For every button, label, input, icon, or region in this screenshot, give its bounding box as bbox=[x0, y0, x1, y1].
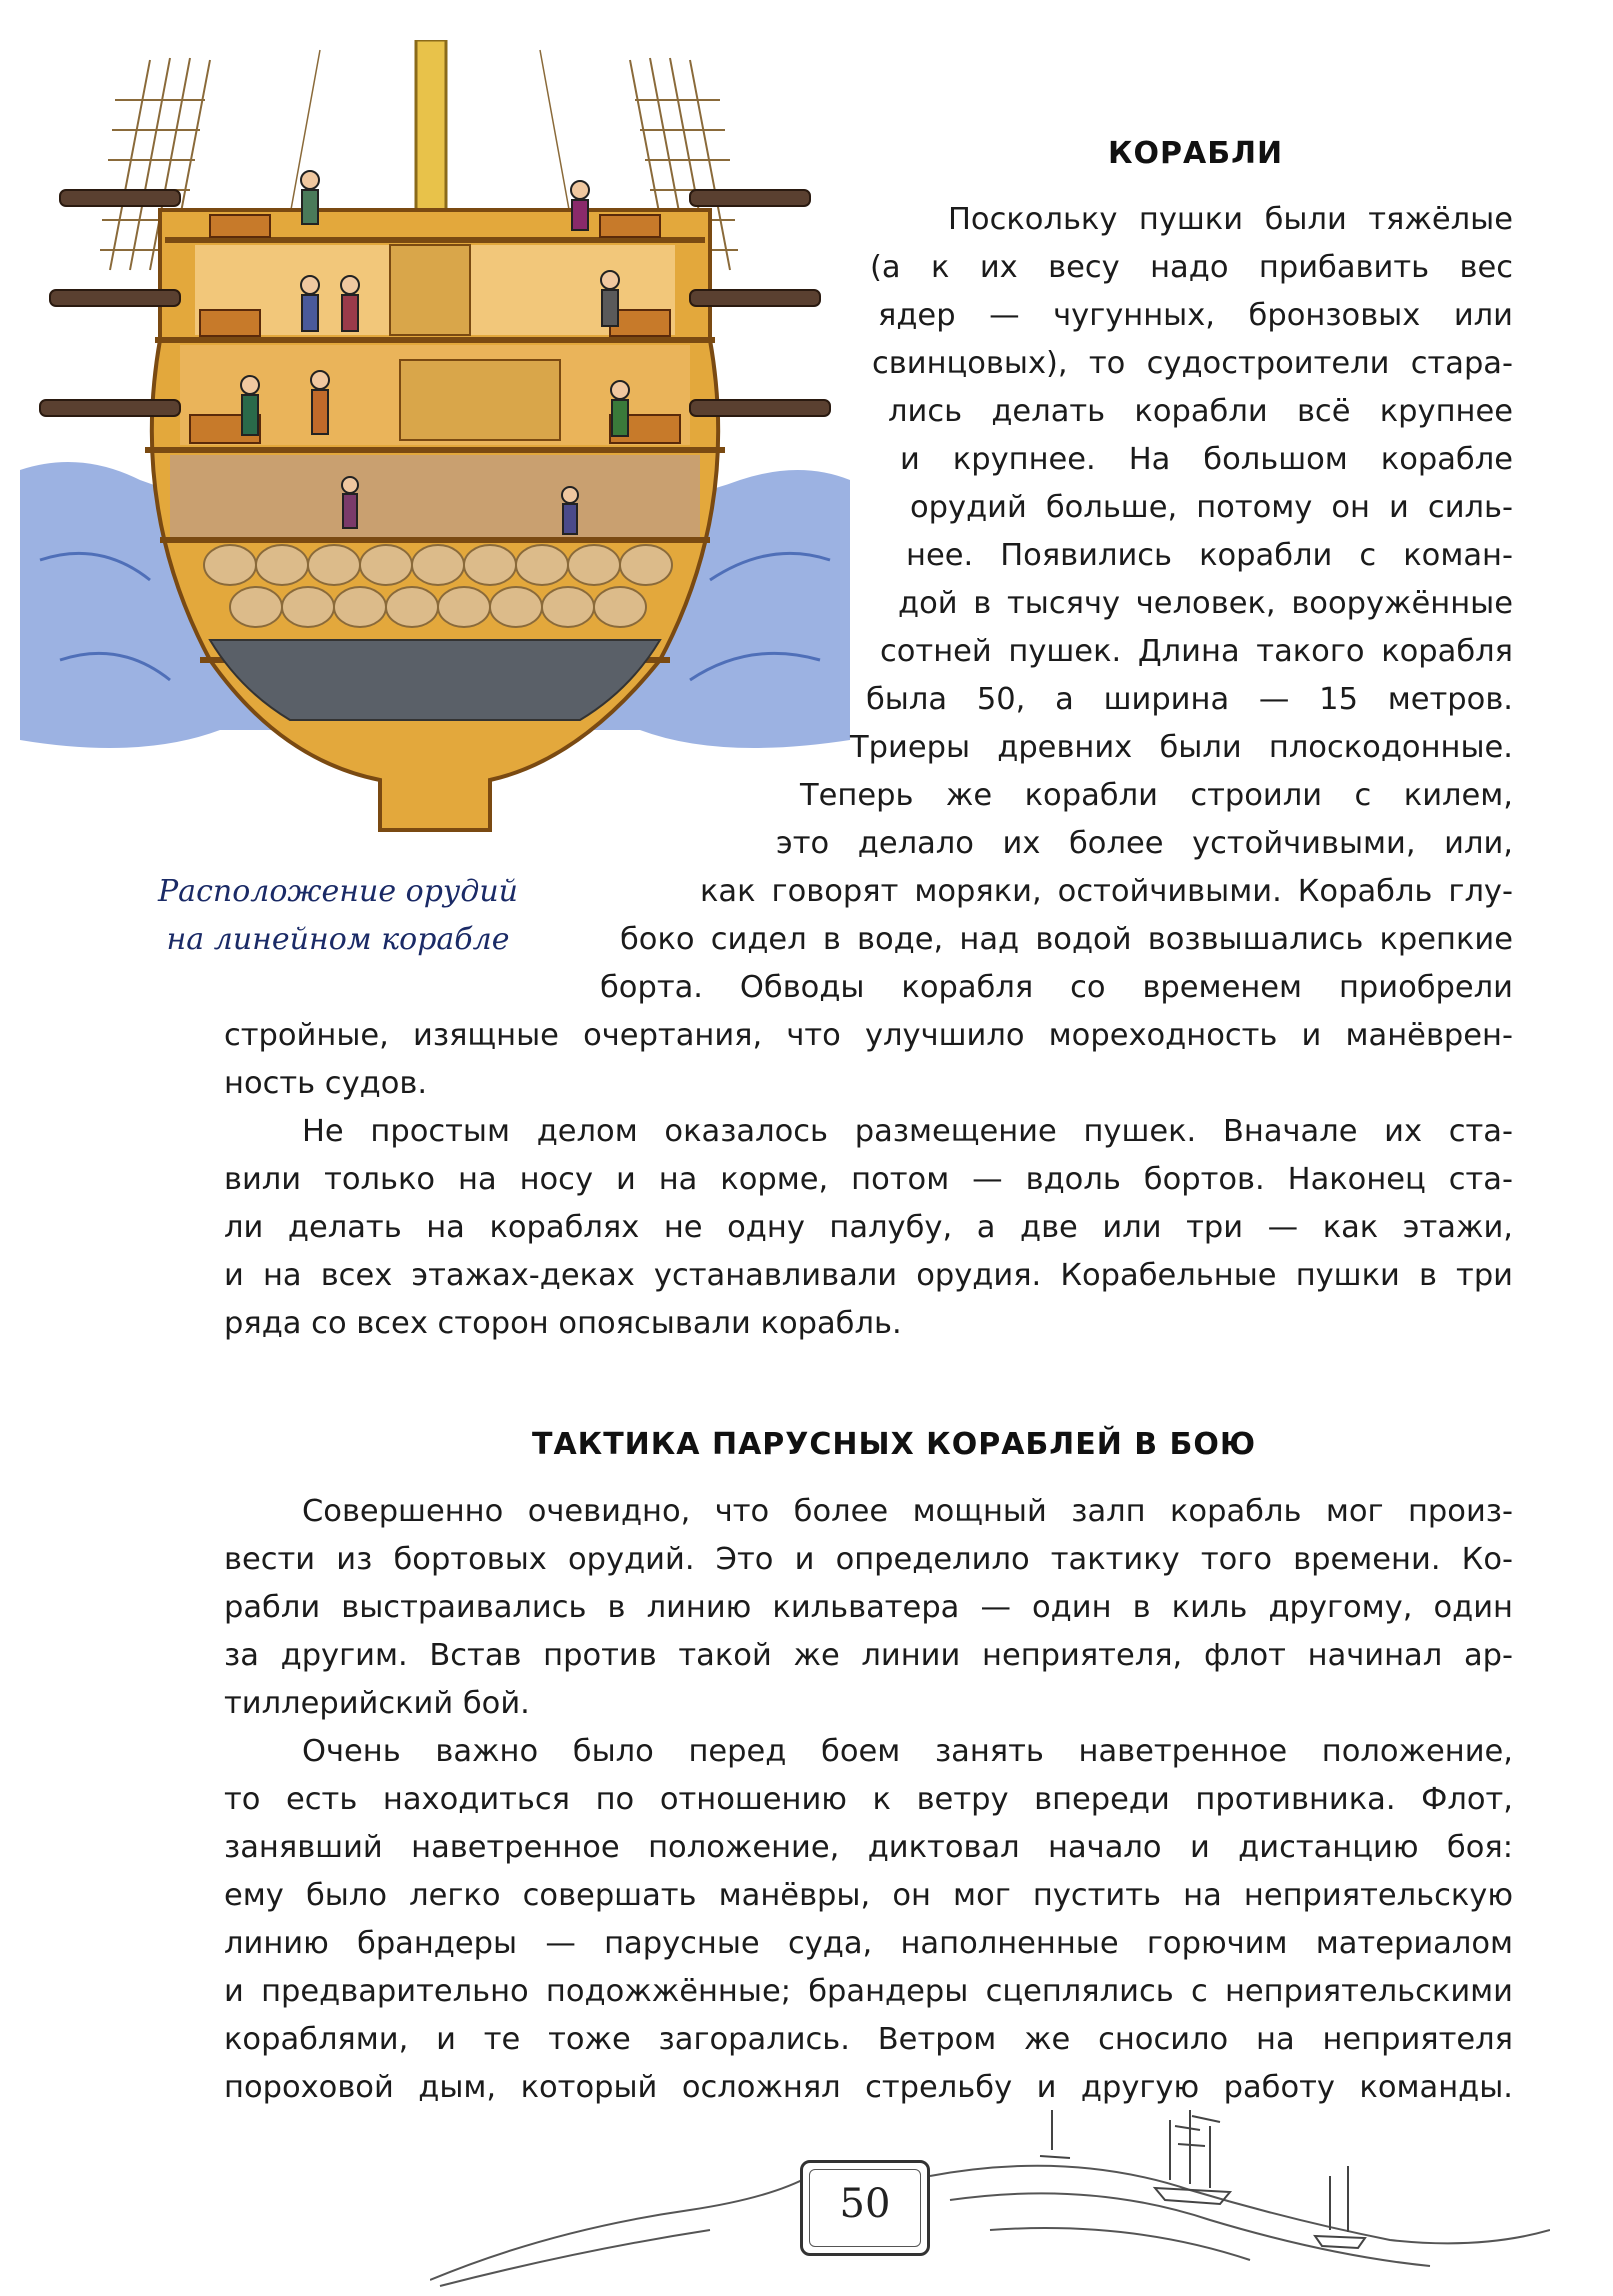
text-line: это делало их более устойчивыми, или, bbox=[776, 826, 1513, 861]
text-line: ность судов. bbox=[224, 1066, 428, 1101]
text-line: тиллерийский бой. bbox=[224, 1686, 530, 1721]
text-line: лись делать корабли всё крупнее bbox=[888, 394, 1513, 429]
text-line: линию брандеры — парусные суда, наполненные горючим материалом bbox=[224, 1926, 1513, 1961]
text-line: борта. Обводы корабля со временем приобрели bbox=[600, 970, 1513, 1005]
text-line: Совершенно очевидно, что более мощный залп корабль мог произ- bbox=[302, 1494, 1513, 1529]
ship-cross-section-illustration bbox=[20, 40, 850, 880]
text-line: ли делать на кораблях не одну палубу, а две или три — как этажи, bbox=[224, 1210, 1513, 1245]
text-line: Не простым делом оказалось размещение пушек. Вначале их ста- bbox=[302, 1114, 1513, 1149]
text-line: пороховой дым, который осложнял стрельбу и другую работу команды. bbox=[224, 2070, 1513, 2105]
text-line: нее. Появились корабли с коман- bbox=[906, 538, 1513, 573]
text-line: свинцовых), то судостроители стара- bbox=[872, 346, 1513, 381]
text-line: стройные, изящные очертания, что улучшило мореходность и манёврен- bbox=[224, 1018, 1513, 1053]
text-line: ему было легко совершать манёвры, он мог пустить на неприятельскую bbox=[224, 1878, 1513, 1913]
text-line: кораблями, и те тоже загорались. Ветром же сносило на неприятеля bbox=[224, 2022, 1513, 2057]
coastline-ships-sketch bbox=[430, 2080, 1550, 2296]
caption-line: Расположение орудий bbox=[158, 874, 518, 909]
text-line: ядер — чугунных, бронзовых или bbox=[878, 298, 1513, 333]
text-line: (а к их весу надо прибавить вес bbox=[870, 250, 1513, 285]
illustration-caption bbox=[118, 868, 558, 964]
text-line: Теперь же корабли строили с килем, bbox=[800, 778, 1513, 813]
text-line: дой в тысячу человек, вооружённые bbox=[898, 586, 1513, 621]
text-line: орудий больше, потому он и силь- bbox=[910, 490, 1513, 525]
text-line: сотней пушек. Длина такого корабля bbox=[880, 634, 1513, 669]
text-line: ряда со всех сторон опоясывали корабль. bbox=[224, 1306, 902, 1341]
text-line: как говорят моряки, остойчивыми. Корабль глу- bbox=[700, 874, 1513, 909]
text-line: боко сидел в воде, над водой возвышались крепкие bbox=[620, 922, 1513, 957]
text-line: рабли выстраивались в линию кильватера — один в киль другому, один bbox=[224, 1590, 1513, 1625]
text-line: Очень важно было перед боем занять наветренное положение, bbox=[302, 1734, 1513, 1769]
text-line: была 50, а ширина — 15 метров. bbox=[866, 682, 1513, 717]
text-line: и предварительно подожжённые; брандеры сцеплялись с неприятельскими bbox=[224, 1974, 1513, 2009]
caption-line: на линейном корабле bbox=[166, 922, 510, 957]
text-line: Поскольку пушки были тяжёлые bbox=[948, 202, 1513, 237]
text-line: вили только на носу и на корме, потом — вдоль бортов. Наконец ста- bbox=[224, 1162, 1513, 1197]
text-line: вести из бортовых орудий. Это и определило тактику того времени. Ко- bbox=[224, 1542, 1513, 1577]
page-number-frame bbox=[800, 2160, 930, 2256]
page-number: 50 bbox=[839, 2181, 891, 2227]
text-line: Триеры древних были плоскодонные. bbox=[850, 730, 1513, 765]
text-line: занявший наветренное положение, диктовал начало и дистанцию боя: bbox=[224, 1830, 1513, 1865]
text-line: и на всех этажах-деках устанавливали орудия. Корабельные пушки в три bbox=[224, 1258, 1513, 1293]
text-line: то есть находиться по отношению к ветру впереди противника. Флот, bbox=[224, 1782, 1513, 1817]
section-heading-tactics: ТАКТИКА ПАРУСНЫХ КОРАБЛЕЙ В БОЮ bbox=[532, 1427, 1257, 1462]
section-heading-ships: КОРАБЛИ bbox=[1108, 136, 1284, 171]
text-line: и крупнее. На большом корабле bbox=[900, 442, 1513, 477]
text-line: за другим. Встав против такой же линии неприятеля, флот начинал ар- bbox=[224, 1638, 1513, 1673]
